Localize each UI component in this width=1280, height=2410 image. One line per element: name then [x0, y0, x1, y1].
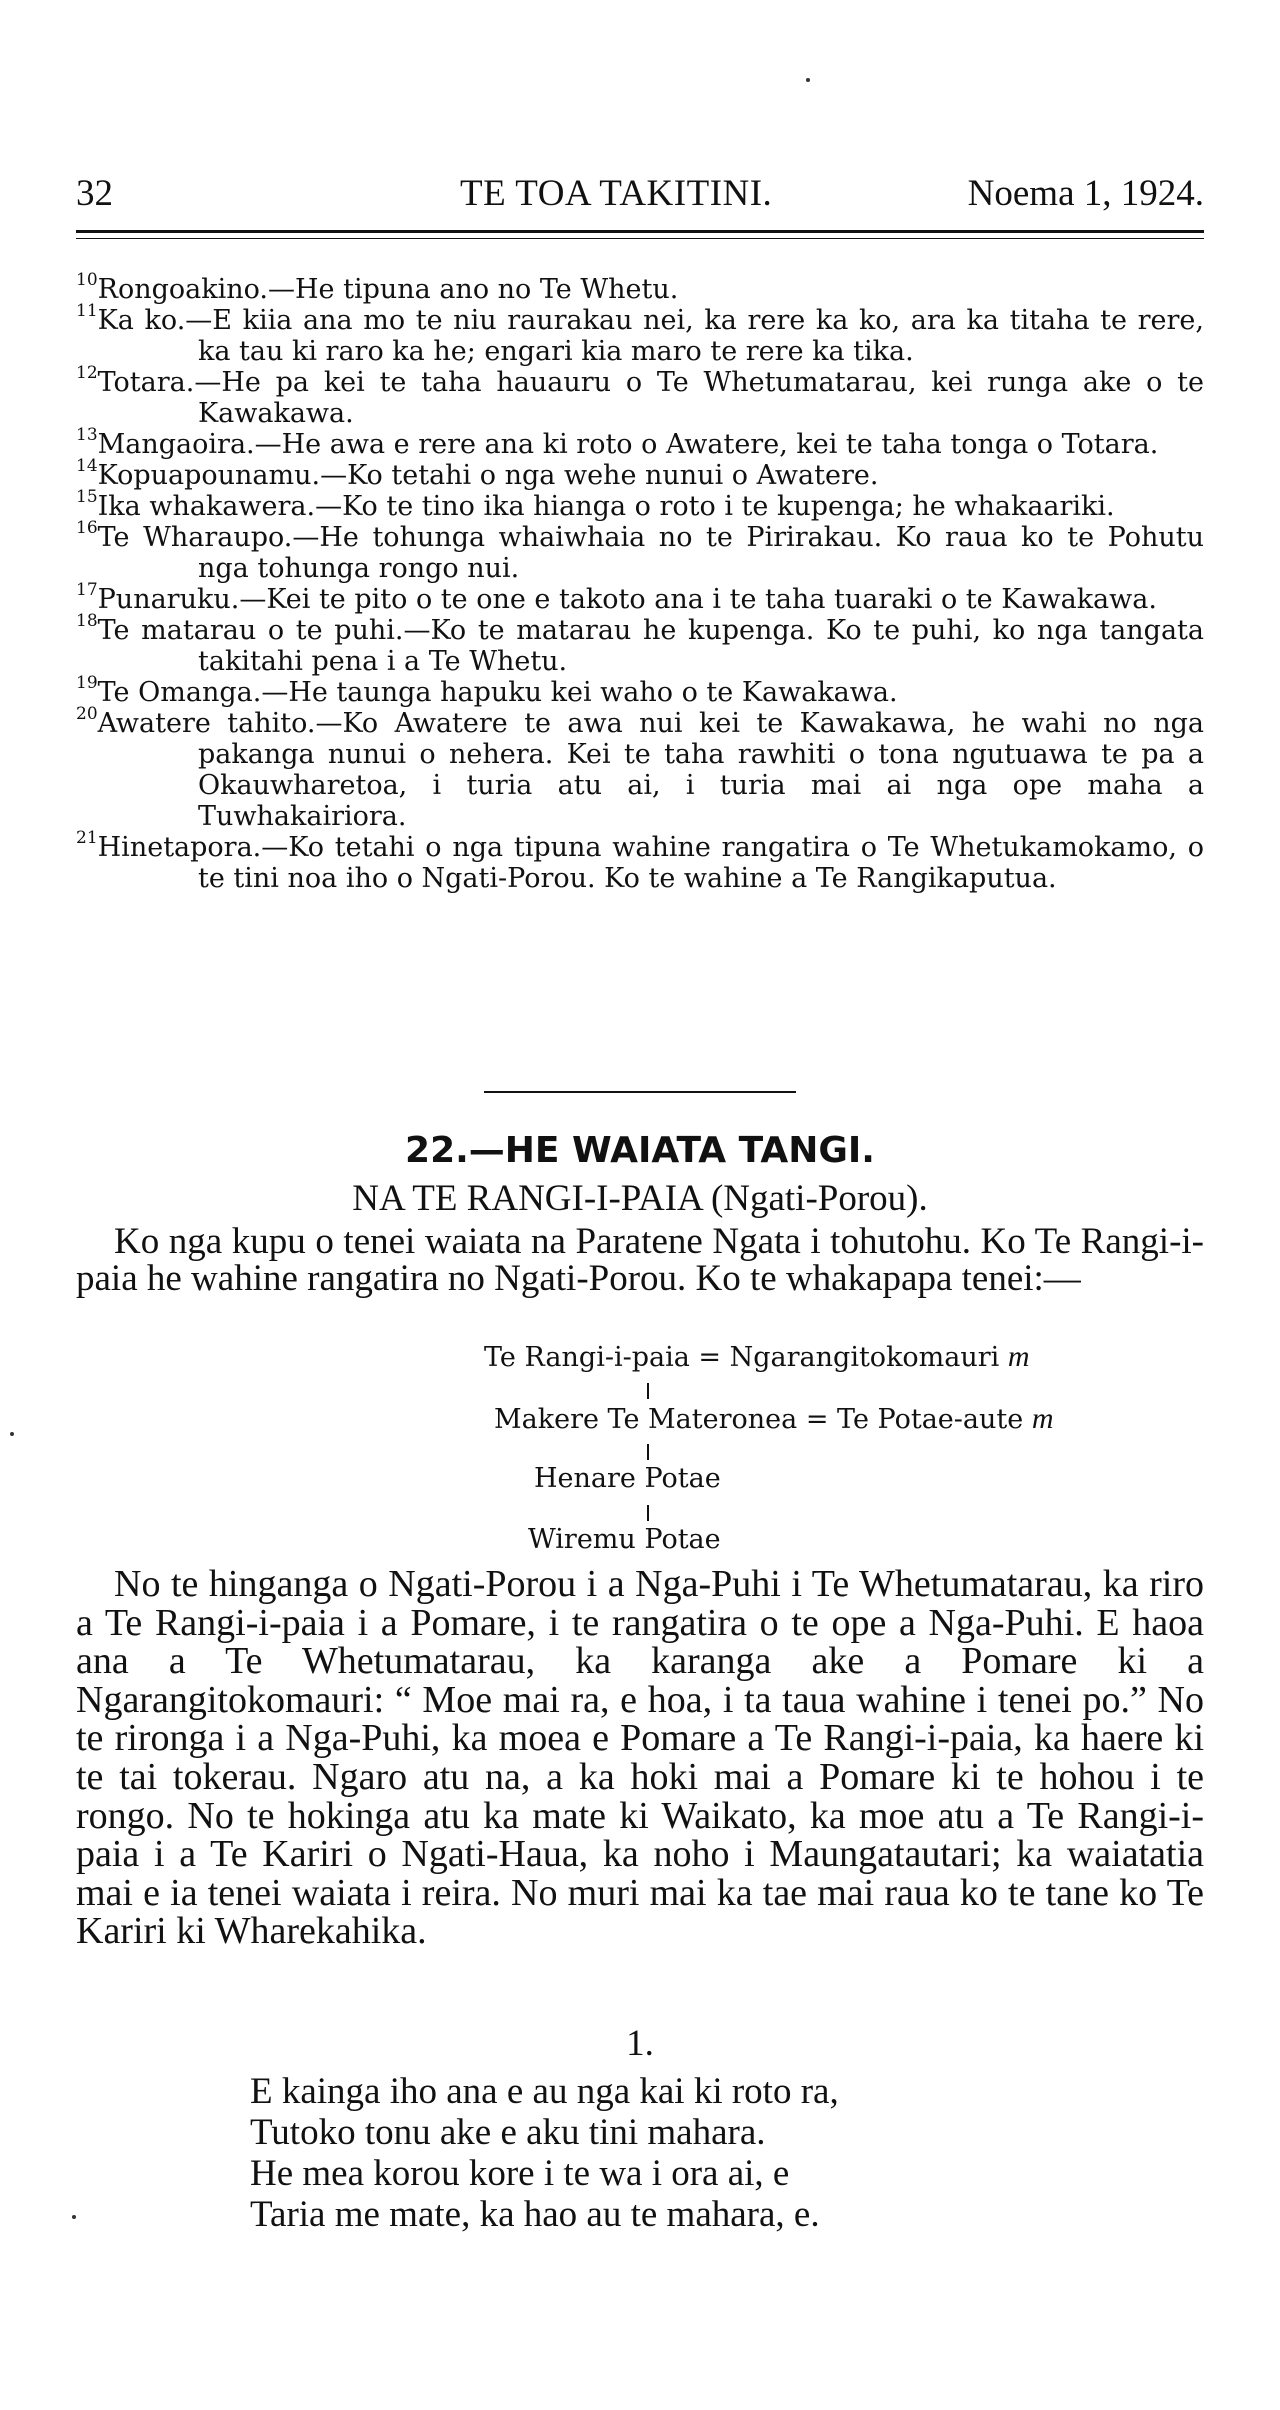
footnote: $^{15}$Ika whakawera.—Ko te tino ika hianga o roto i te kupenga; he whakaariki.	[76, 487, 1115, 522]
footnote: $^{18}$Te matarau o te puhi.—Ko te matarau he kupenga. Ko te puhi, ko nga tangata takitahi pena i a Te Whetu.	[76, 611, 1204, 677]
footnote: $^{10}$Rongoakino.—He tipuna ano no Te Whetu.	[76, 270, 679, 305]
page-number: 32	[76, 173, 113, 214]
footnote: $^{12}$Totara.—He pa kei te taha hauauru o Te Whetumatarau, kei runga ake o te Kawakawa.	[76, 363, 1204, 429]
section-divider	[484, 1091, 796, 1093]
print-speck	[806, 78, 810, 82]
footnote: $^{16}$Te Wharaupo.—He tohunga whaiwhaia no te Pirirakau. Ko raua ko te Pohutu nga tohunga rongo nui.	[76, 518, 1204, 584]
footnote: $^{21}$Hinetapora.—Ko tetahi o nga tipuna wahine rangatira o Te Whetukamokamo, o te tini noa iho o Ngati-Porou. Ko te wahine a Te Rangikaputua.	[76, 828, 1204, 894]
genealogy-equals: =	[805, 1404, 829, 1435]
genealogy-spouse: Ngarangitokomauri	[729, 1342, 1000, 1373]
verse-line: E kainga iho ana e au nga kai ki roto ra,	[250, 2071, 839, 2112]
stanza-number: 1.	[626, 2023, 654, 2064]
footnote: $^{13}$Mangaoira.—He awa e rere ana ki roto o Awatere, kei te taha tonga o Totara.	[76, 425, 1159, 460]
genealogy-marker: m	[1031, 1402, 1054, 1435]
genealogy-equals: =	[698, 1342, 722, 1373]
genealogy-spouse: Te Potae-aute	[837, 1404, 1024, 1435]
issue-date: Noema 1, 1924.	[967, 173, 1204, 214]
genealogy-name: Henare Potae	[534, 1463, 721, 1494]
verse-line: He mea korou kore i te wa i ora ai, e	[250, 2153, 790, 2194]
genealogy-gen2	[494, 1402, 1053, 1436]
verse-line: Tutoko tonu ake e aku tini mahara.	[250, 2112, 766, 2153]
journal-title: TE TOA TAKITINI.	[460, 173, 773, 214]
print-speck	[72, 2215, 76, 2219]
genealogy-gen1	[484, 1340, 1030, 1374]
story-paragraph: No te hinganga o Ngati-Porou i a Nga-Puhi i Te Whetumatarau, ka riro a Te Rangi-i-paia i a Pomare, i te rangatira o te ope a Nga-Puhi. E haoa ana a Te Whetumatarau, ka karanga ake a Pomare ki a Ngarangitokomauri: “ Moe mai ra, e hoa, i ta taua wahine i tenei po.” No te rironga i a Nga-Puhi, ka moea e Pomare a Te Rangi-i-paia, ka haere ki te tai tokerau. Ngaro atu na, a ka hoki mai a Pomare ki te hohou i te rongo. No te hokinga atu ka mate ki Waikato, ka moe atu a Te Rangi-i-paia i a Te Kariri o Ngati-Haua, ka noho i Maungatautari; ka waiatatia mai e ia tenei waiata i reira. No muri mai ka tae mai raua ko te tane ko Te Kariri ki Wharekahika.	[76, 1563, 1204, 1953]
intro-paragraph: Ko nga kupu o tenei waiata na Paratene Ngata i tohutohu. Ko Te Rangi-i-paia he wahine rangatira no Ngati-Porou. Ko te whakapapa tenei:—	[76, 1221, 1204, 1299]
song-subtitle: NA TE RANGI-I-PAIA (Ngati-Porou).	[352, 1178, 928, 1219]
running-header	[76, 172, 1204, 222]
genealogy-line	[647, 1383, 649, 1399]
header-rule-thin	[76, 238, 1204, 239]
genealogy-gen3	[534, 1463, 721, 1494]
header-rule-thick	[76, 230, 1204, 233]
print-speck	[10, 1432, 14, 1436]
genealogy-line	[647, 1505, 649, 1521]
song-title: 22.—HE WAIATA TANGI.	[405, 1130, 875, 1171]
genealogy-name: Te Rangi-i-paia	[484, 1342, 690, 1373]
footnote: $^{20}$Awatere tahito.—Ko Awatere te awa nui kei te Kawakawa, he wahi no nga pakanga nunui o nehera. Kei te taha rawhiti o tona ngutuawa te pa a Okauwharetoa, i turia atu ai, i turia mai ai nga ope maha a Tuwhakairiora.	[76, 704, 1204, 832]
footnotes	[76, 270, 1204, 894]
genealogy-name: Makere Te Materonea	[494, 1404, 798, 1435]
footnote: $^{11}$Ka ko.—E kiia ana mo te niu raurakau nei, ka rere ka ko, ara ka titaha te rere, ka tau ki raro ka he; engari kia maro te rere ka tika.	[76, 301, 1204, 367]
genealogy-line	[647, 1444, 649, 1460]
footnote: $^{14}$Kopuapounamu.—Ko tetahi o nga wehe nunui o Awatere.	[76, 456, 879, 491]
footnote: $^{17}$Punaruku.—Kei te pito o te one e takoto ana i te taha tuaraki o te Kawakawa.	[76, 580, 1157, 615]
genealogy-name: Wiremu Potae	[528, 1524, 721, 1555]
footnote: $^{19}$Te Omanga.—He taunga hapuku kei waho o te Kawakawa.	[76, 673, 898, 708]
genealogy-marker: m	[1007, 1340, 1030, 1373]
genealogy-gen4	[528, 1524, 721, 1555]
verse-line: Taria me mate, ka hao au te mahara, e.	[250, 2194, 820, 2235]
